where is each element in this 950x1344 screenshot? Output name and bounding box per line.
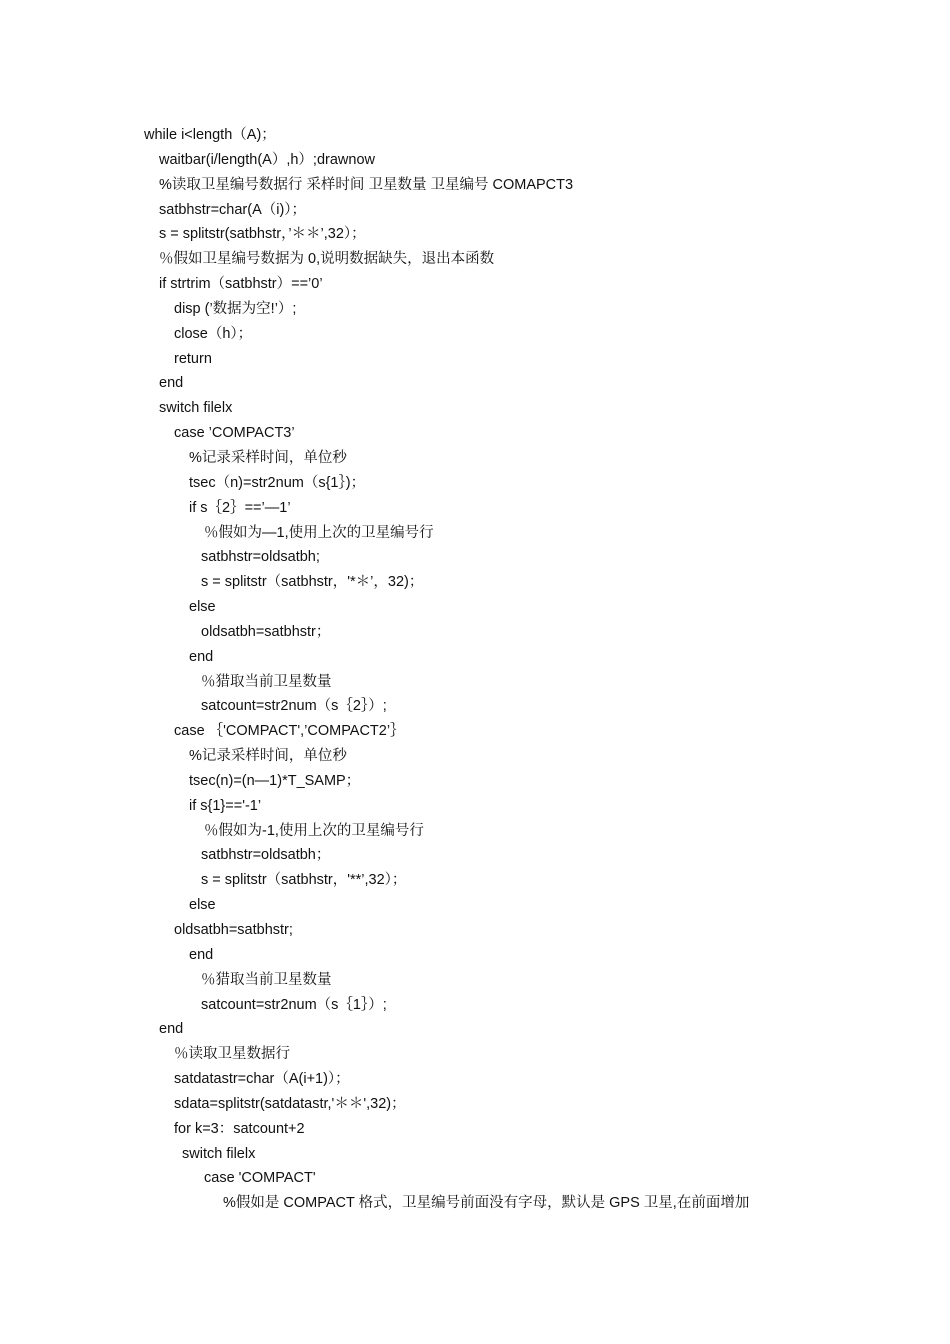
code-line: sdata=splitstr(satdatastr,'＊＊',32)； [174, 1095, 406, 1112]
code-line: s = splitstr（satbhstr，'**’,32）； [201, 872, 407, 889]
code-line: %记录采样时间，单位秒 [189, 748, 347, 765]
code-line: for k=3：satcount+2 [174, 1120, 305, 1137]
code-line: case ’COMPACT3’ [174, 425, 295, 442]
code-line: close（h）； [174, 325, 253, 342]
code-line: if strtrim（satbhstr）==’0’ [159, 276, 323, 293]
code-line: if s{1}=='-1’ [189, 797, 262, 814]
code-line: s = splitstr(satbhstr，’＊＊’,32）； [159, 226, 366, 243]
code-listing [0, 123, 950, 1216]
code-line: end [189, 648, 214, 665]
code-line: switch filelx [182, 1145, 256, 1162]
code-line: end [159, 375, 184, 392]
code-line: s = splitstr（satbhstr，'*＊’，32)； [201, 574, 424, 591]
code-line: oldsatbh=satbhstr; [174, 922, 293, 938]
code-line: ％猎取当前卫星数量 [201, 673, 332, 690]
code-line: case ｛'COMPACT',’COMPACT2’｝ [174, 723, 405, 740]
code-line: else [189, 897, 216, 914]
code-line: case 'COMPACT' [204, 1170, 316, 1187]
code-line: end [159, 1021, 184, 1038]
code-line: oldsatbh=satbhstr； [201, 623, 331, 640]
code-line: %假如是 COMPACT 格式，卫星编号前面没有字母，默认是 GPS 卫星,在前面增加 [223, 1195, 750, 1212]
code-line: satcount=str2num（s｛1｝）; [201, 996, 387, 1013]
code-line: ％假如为—1,使用上次的卫星编号行 [204, 524, 434, 541]
code-line: ％假如卫星编号数据为 0,说明数据缺失，退出本函数 [159, 251, 495, 268]
code-line: tsec（n)=str2num（s{1｝)； [189, 474, 366, 491]
code-line: satcount=str2num（s｛2｝）; [201, 698, 387, 715]
code-line: %记录采样时间，单位秒 [189, 449, 347, 466]
code-line: satbhstr=char(A（i)）； [159, 201, 307, 218]
code-line: tsec(n)=(n—1)*T_SAMP； [189, 772, 361, 789]
code-line: while i<length（A)； [144, 127, 276, 143]
code-line: switch filelx [159, 400, 233, 417]
code-line: end [189, 946, 214, 963]
code-line: ％假如为-1,使用上次的卫星编号行 [204, 822, 424, 839]
code-line: ％读取卫星数据行 [174, 1046, 290, 1063]
code-line: satbhstr=oldsatbh； [201, 847, 331, 864]
code-line: satbhstr=oldsatbh; [201, 549, 320, 566]
code-line: if s｛2｝==’—1’ [189, 499, 291, 516]
code-line: disp (’数据为空!’）; [174, 300, 297, 317]
code-line: waitbar(i/length(A）,h）;drawnow [159, 151, 375, 168]
code-line: satdatastr=char（A(i+1)）； [174, 1071, 350, 1088]
code-line: ％猎取当前卫星数量 [201, 971, 332, 988]
code-line: return [174, 350, 212, 367]
code-line: %读取卫星编号数据行 采样时间 卫星数量 卫星编号 COMAPCT3 [159, 176, 574, 193]
code-line: else [189, 599, 216, 616]
